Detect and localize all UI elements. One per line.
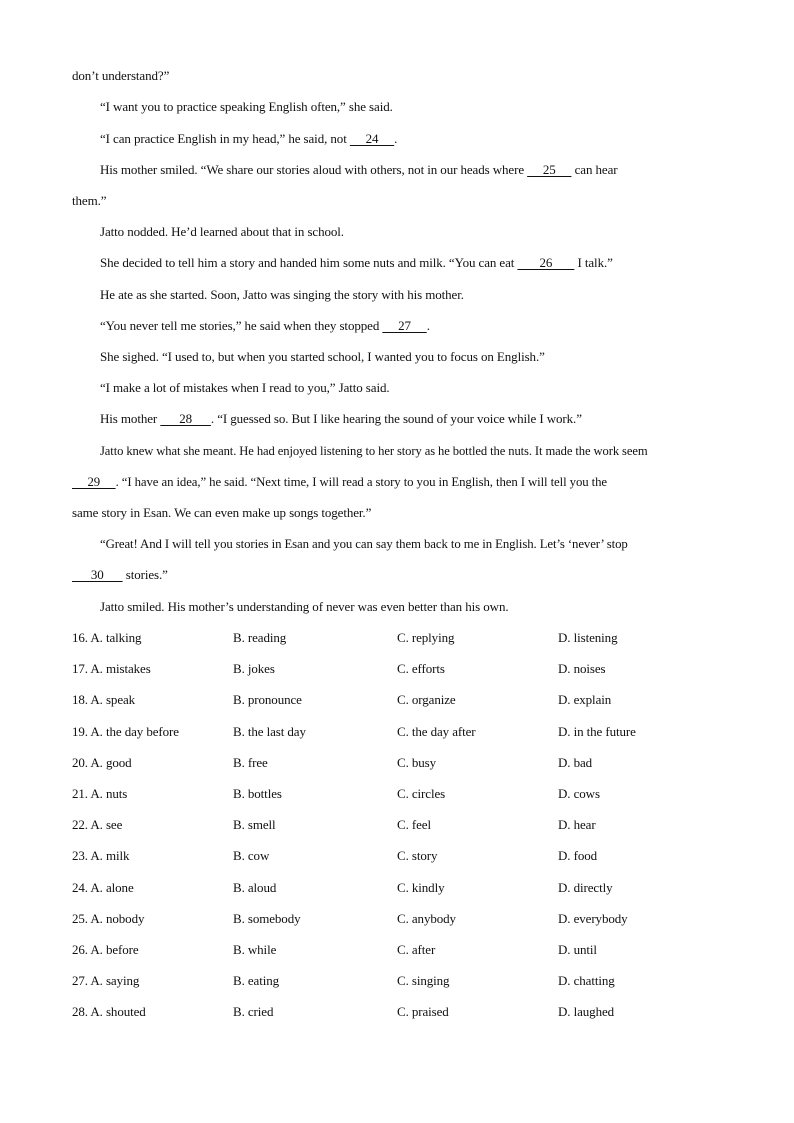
text: . <box>394 131 398 146</box>
passage-line <box>100 255 613 271</box>
text: She decided to tell him a story and handed him some nuts and milk. “You can eat <box>100 255 518 270</box>
passage-line <box>100 318 430 334</box>
option-a: 22. A. see <box>72 817 123 833</box>
option-a: 16. A. talking <box>72 630 142 645</box>
passage-line <box>72 193 106 209</box>
text: His mother smiled. “We share our stories aloud with others, not in our heads where <box>100 162 528 177</box>
text: She sighed. “I used to, but when you started school, I wanted you to focus on English.” <box>100 349 545 364</box>
passage-line <box>100 411 582 427</box>
text: “You never tell me stories,” he said when they stopped <box>100 318 383 333</box>
option-c: C. efforts <box>397 661 445 677</box>
option-d: D. cows <box>558 786 600 801</box>
passage-line <box>72 474 607 490</box>
option-c: C. circles <box>397 786 446 801</box>
option-c: C. the day after <box>397 723 476 739</box>
blank-27: 27 <box>382 318 427 333</box>
text: . <box>426 318 430 333</box>
text: can hear <box>571 162 618 177</box>
text: “Great! And I will tell you stories in Esan and you can say them back to me in English. Let’s ‘never’ stop <box>100 537 628 551</box>
option-d: D. until <box>558 942 597 957</box>
passage-line <box>100 380 390 396</box>
option-b: B. the last day <box>233 723 306 739</box>
text: same story in Esan. We can even make up songs together.” <box>72 505 372 520</box>
option-a: 25. A. nobody <box>72 910 145 926</box>
passage-line <box>100 131 397 147</box>
text: Jatto smiled. His mother’s understanding of never was even better than his own. <box>100 599 509 614</box>
option-c: C. praised <box>397 1004 449 1020</box>
option-d: D. everybody <box>558 910 628 926</box>
option-b: B. somebody <box>233 910 301 926</box>
passage-line <box>100 287 464 303</box>
text: don’t understand?” <box>72 68 170 83</box>
passage-line <box>100 162 617 178</box>
option-c: C. feel <box>397 817 431 833</box>
option-c: C. anybody <box>397 910 456 926</box>
option-c: C. organize <box>397 692 456 708</box>
passage-line <box>100 224 344 240</box>
option-d: D. chatting <box>558 973 615 989</box>
text: “I want you to practice speaking English often,” she said. <box>100 99 393 114</box>
passage-line <box>100 536 628 552</box>
blank-26: 26 <box>517 255 575 270</box>
option-b: B. cow <box>233 848 270 864</box>
text: “I can practice English in my head,” he said, not <box>100 131 350 146</box>
option-c: C. story <box>397 848 438 864</box>
option-b: B. smell <box>233 817 276 833</box>
text: I talk.” <box>574 255 613 270</box>
option-b: B. jokes <box>233 661 275 677</box>
blank-29: 29 <box>72 475 116 489</box>
option-c: C. busy <box>397 754 437 770</box>
text: Jatto knew what she meant. He had enjoyed listening to her story as he bottled the nuts. It made the work seem <box>100 444 648 458</box>
option-a: 21. A. nuts <box>72 786 128 801</box>
option-c: C. singing <box>397 973 450 989</box>
option-d: D. explain <box>558 692 612 708</box>
option-b: B. eating <box>233 973 280 989</box>
option-b: B. bottles <box>233 786 282 801</box>
passage-line <box>100 349 545 365</box>
passage-line <box>100 599 509 615</box>
option-b: B. reading <box>233 630 287 645</box>
blank-25: 25 <box>527 162 572 177</box>
option-d: D. hear <box>558 817 596 833</box>
option-a: 19. A. the day before <box>72 723 179 739</box>
passage-line <box>72 505 371 521</box>
option-d: D. directly <box>558 879 613 895</box>
option-b: B. aloud <box>233 879 277 895</box>
blank-24: 24 <box>349 131 395 146</box>
passage-line <box>100 99 393 115</box>
option-d: D. food <box>558 848 598 864</box>
passage-line <box>72 68 169 84</box>
option-b: B. free <box>233 754 268 770</box>
text: Jatto nodded. He’d learned about that in school. <box>100 224 344 239</box>
option-b: B. cried <box>233 1004 274 1020</box>
option-c: C. replying <box>397 630 455 645</box>
option-d: D. in the future <box>558 723 636 739</box>
passage-line <box>100 443 648 459</box>
option-d: D. laughed <box>558 1004 615 1020</box>
option-a: 27. A. saying <box>72 973 140 989</box>
option-a: 28. A. shouted <box>72 1004 146 1020</box>
text: His mother <box>100 411 161 426</box>
option-a: 24. A. alone <box>72 879 134 895</box>
text: them.” <box>72 193 107 208</box>
option-b: B. while <box>233 942 277 957</box>
option-d: D. listening <box>558 630 618 645</box>
option-a: 26. A. before <box>72 942 139 957</box>
option-a: 20. A. good <box>72 754 132 770</box>
option-d: D. bad <box>558 754 593 770</box>
option-d: D. noises <box>558 661 606 677</box>
passage-line <box>72 567 168 583</box>
text: . “I guessed so. But I like hearing the sound of your voice while I work.” <box>210 411 582 426</box>
text: He ate as she started. Soon, Jatto was singing the story with his mother. <box>100 287 464 302</box>
blank-28: 28 <box>160 411 211 426</box>
option-c: C. after <box>397 942 436 957</box>
blank-30: 30 <box>72 567 123 582</box>
text: stories.” <box>122 567 168 582</box>
text: “I make a lot of mistakes when I read to you,” Jatto said. <box>100 380 390 395</box>
option-a: 17. A. mistakes <box>72 661 151 677</box>
option-b: B. pronounce <box>233 692 302 708</box>
option-a: 23. A. milk <box>72 848 130 864</box>
option-a: 18. A. speak <box>72 692 136 708</box>
option-c: C. kindly <box>397 879 445 895</box>
text: . “I have an idea,” he said. “Next time, I will read a story to you in English, then I will tell you the <box>115 475 607 489</box>
